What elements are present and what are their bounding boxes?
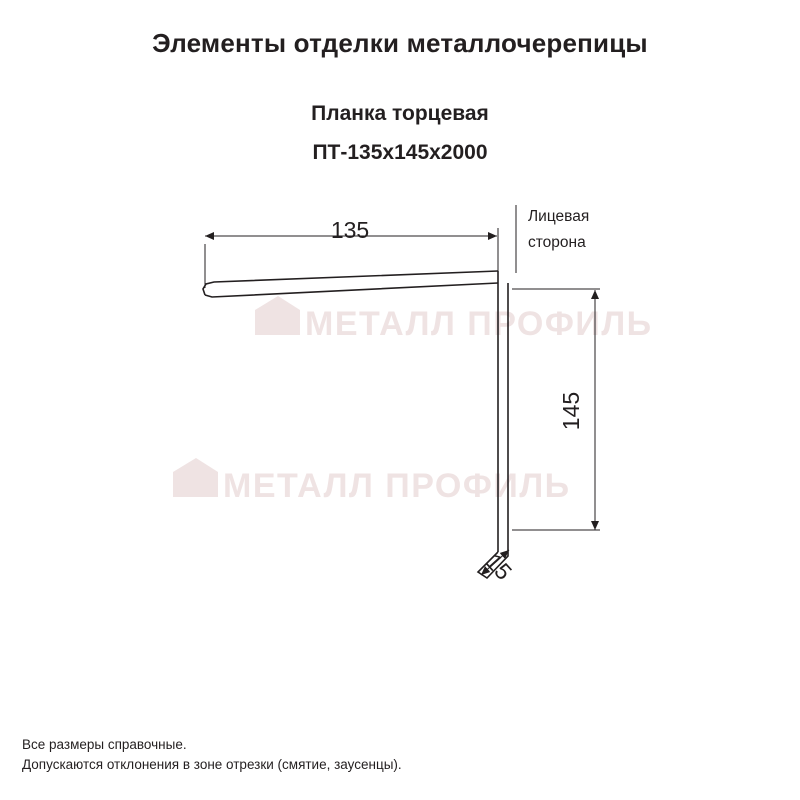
dimension-height xyxy=(512,289,600,530)
dimension-height-label: 145 xyxy=(558,391,584,431)
svg-text:МЕТАЛЛ ПРОФИЛЬ: МЕТАЛЛ ПРОФИЛЬ xyxy=(223,467,571,505)
footnote-line-1: Все размеры справочные. xyxy=(22,737,187,752)
footnotes xyxy=(22,735,402,775)
face-side-label-line2: сторона xyxy=(528,234,586,251)
face-side-label-line1: Лицевая xyxy=(528,208,590,225)
footnote-line-2: Допускаются отклонения в зоне отрезки (смятие, заусенцы). xyxy=(22,757,402,772)
product-code: ПТ-135x145x2000 xyxy=(312,141,488,164)
page-title: Элементы отделки металлочерепицы xyxy=(152,28,648,58)
dimension-width-label: 135 xyxy=(330,217,370,243)
product-name: Планка торцевая xyxy=(311,102,489,125)
dimension-lip-label: 15 xyxy=(480,548,518,585)
profile-outline xyxy=(203,271,508,578)
svg-text:МЕТАЛЛ ПРОФИЛЬ: МЕТАЛЛ ПРОФИЛЬ xyxy=(305,305,653,343)
